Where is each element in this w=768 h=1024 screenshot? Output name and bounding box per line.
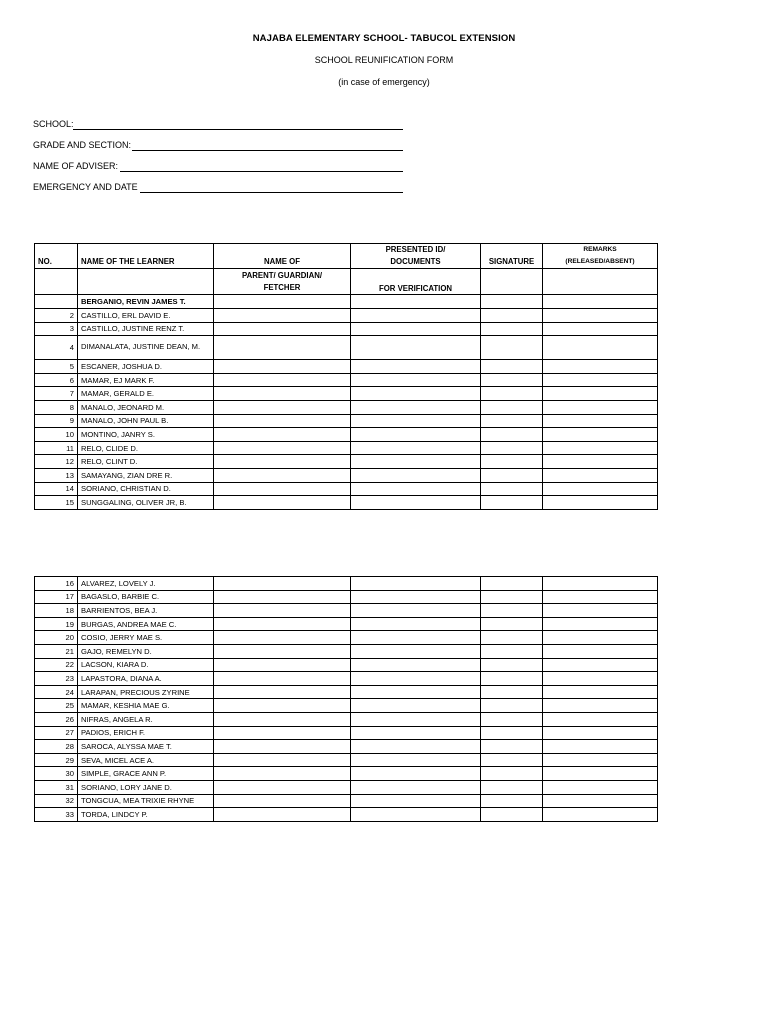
documents-header: DOCUMENTS	[351, 256, 481, 269]
parent-guardian-cell[interactable]	[214, 685, 351, 699]
learner-name: TONGCUA, MEA TRIXIE RHYNE	[78, 794, 214, 808]
table-row	[35, 808, 658, 822]
presented-id-cell[interactable]	[351, 590, 481, 604]
presented-id-header: PRESENTED ID/	[351, 244, 481, 256]
remarks-cell[interactable]	[543, 794, 658, 808]
presented-id-cell[interactable]	[351, 309, 481, 323]
presented-id-cell[interactable]	[351, 441, 481, 455]
presented-id-cell[interactable]	[351, 604, 481, 618]
row-number: 21	[35, 644, 78, 658]
learner-name: DIMANALATA, JUSTINE DEAN, M.	[78, 336, 214, 360]
presented-id-cell[interactable]	[351, 794, 481, 808]
signature-cell[interactable]	[481, 373, 543, 387]
signature-cell[interactable]	[481, 780, 543, 794]
signature-cell[interactable]	[481, 295, 543, 309]
table-row	[35, 428, 658, 442]
table-row	[35, 740, 658, 754]
table-row	[35, 672, 658, 686]
form-subtitle: SCHOOL REUNIFICATION FORM	[314, 55, 454, 65]
remarks-cell[interactable]	[543, 767, 658, 781]
signature-cell[interactable]	[481, 740, 543, 754]
table-row	[35, 712, 658, 726]
remarks-cell[interactable]	[543, 658, 658, 672]
signature-cell[interactable]	[481, 712, 543, 726]
parent-guardian-cell[interactable]	[214, 577, 351, 591]
learner-name: MONTINO, JANRY S.	[78, 428, 214, 442]
parent-guardian-cell[interactable]	[214, 360, 351, 374]
table-row	[35, 794, 658, 808]
presented-id-cell[interactable]	[351, 482, 481, 496]
parent-guardian-cell[interactable]	[214, 428, 351, 442]
presented-id-cell[interactable]	[351, 496, 481, 510]
row-number: 16	[35, 577, 78, 591]
table-row	[35, 631, 658, 645]
learner-name: SORIANO, CHRISTIAN D.	[78, 482, 214, 496]
remarks-cell[interactable]	[543, 295, 658, 309]
parent-guardian-cell[interactable]	[214, 740, 351, 754]
table-row	[35, 322, 658, 336]
presented-id-cell[interactable]	[351, 322, 481, 336]
presented-id-cell[interactable]	[351, 373, 481, 387]
remarks-cell[interactable]	[543, 726, 658, 740]
remarks-cell[interactable]	[543, 644, 658, 658]
remarks-header: REMARKS	[543, 244, 658, 256]
row-number: 19	[35, 617, 78, 631]
presented-id-cell[interactable]	[351, 740, 481, 754]
emergency-date-blank-line	[140, 192, 403, 193]
remarks-cell[interactable]	[543, 604, 658, 618]
parent-guardian-cell[interactable]	[214, 590, 351, 604]
table-row	[35, 295, 658, 309]
parent-guardian-cell[interactable]	[214, 604, 351, 618]
school-label: SCHOOL:	[33, 119, 74, 129]
row-number: 32	[35, 794, 78, 808]
learner-name: PADIOS, ERICH F.	[78, 726, 214, 740]
school-field[interactable]	[33, 119, 74, 129]
emergency-date-field[interactable]	[33, 182, 138, 192]
parent-guardian-cell[interactable]	[214, 468, 351, 482]
table-row	[35, 617, 658, 631]
table-row	[35, 482, 658, 496]
table-header-row-1	[35, 244, 658, 256]
signature-cell[interactable]	[481, 577, 543, 591]
signature-cell[interactable]	[481, 360, 543, 374]
remarks-cell[interactable]	[543, 753, 658, 767]
verification-header: FOR VERIFICATION	[351, 269, 481, 295]
table-header-row-3	[35, 269, 658, 295]
presented-id-cell[interactable]	[351, 631, 481, 645]
parent-guardian-cell[interactable]	[214, 295, 351, 309]
presented-id-cell[interactable]	[351, 360, 481, 374]
presented-id-cell[interactable]	[351, 672, 481, 686]
adviser-blank-line	[120, 171, 403, 172]
parent-guardian-cell[interactable]	[214, 644, 351, 658]
presented-id-cell[interactable]	[351, 577, 481, 591]
row-number: 8	[35, 400, 78, 414]
learner-name: ESCANER, JOSHUA D.	[78, 360, 214, 374]
fetcher-label: FETCHER	[263, 282, 301, 292]
table-row	[35, 414, 658, 428]
presented-id-cell[interactable]	[351, 685, 481, 699]
parent-guardian-cell[interactable]	[214, 712, 351, 726]
learner-header: NAME OF THE LEARNER	[78, 256, 214, 269]
learner-name: CASTILLO, ERL DAVID E.	[78, 309, 214, 323]
learner-name: RELO, CLINT D.	[78, 455, 214, 469]
learner-name: SAMAYANG, ZIAN DRE R.	[78, 468, 214, 482]
parent-guardian-cell[interactable]	[214, 496, 351, 510]
row-number: 20	[35, 631, 78, 645]
learner-name: MAMAR, KESHIA MAE G.	[78, 699, 214, 713]
signature-cell[interactable]	[481, 455, 543, 469]
remarks-cell[interactable]	[543, 672, 658, 686]
remarks-cell[interactable]	[543, 441, 658, 455]
row-number: 31	[35, 780, 78, 794]
parent-guardian-cell[interactable]	[214, 414, 351, 428]
parent-guardian-cell[interactable]	[214, 808, 351, 822]
parent-guardian-cell[interactable]	[214, 455, 351, 469]
signature-header: SIGNATURE	[481, 256, 543, 269]
table-row	[35, 309, 658, 323]
row-number: 23	[35, 672, 78, 686]
row-number: 5	[35, 360, 78, 374]
header-cell-blank	[543, 269, 658, 295]
learner-name: MANALO, JEONARD M.	[78, 400, 214, 414]
signature-cell[interactable]	[481, 428, 543, 442]
parent-guardian-cell[interactable]	[214, 441, 351, 455]
parent-guardian-cell[interactable]	[214, 322, 351, 336]
table-header-row-2	[35, 256, 658, 269]
table-row	[35, 468, 658, 482]
signature-cell[interactable]	[481, 496, 543, 510]
presented-id-cell[interactable]	[351, 336, 481, 360]
table-row	[35, 400, 658, 414]
table-row	[35, 441, 658, 455]
parent-guardian-cell[interactable]	[214, 672, 351, 686]
remarks-cell[interactable]	[543, 482, 658, 496]
remarks-cell[interactable]	[543, 617, 658, 631]
parent-guardian-cell[interactable]	[214, 617, 351, 631]
signature-cell[interactable]	[481, 387, 543, 401]
signature-cell[interactable]	[481, 590, 543, 604]
row-number: 13	[35, 468, 78, 482]
remarks-cell[interactable]	[543, 712, 658, 726]
presented-id-cell[interactable]	[351, 780, 481, 794]
learner-name: SIMPLE, GRACE ANN P.	[78, 767, 214, 781]
header-cell-blank	[35, 244, 78, 256]
learner-name: TORDA, LINDCY P.	[78, 808, 214, 822]
row-number: 14	[35, 482, 78, 496]
parent-guardian-cell[interactable]	[214, 373, 351, 387]
emergency-date-label: EMERGENCY AND DATE	[33, 182, 138, 192]
adviser-field[interactable]	[33, 161, 118, 171]
learner-name: ALVAREZ, LOVELY J.	[78, 577, 214, 591]
remarks-cell[interactable]	[543, 309, 658, 323]
remarks-cell[interactable]	[543, 468, 658, 482]
remarks-cell[interactable]	[543, 496, 658, 510]
form-title: NAJABA ELEMENTARY SCHOOL- TABUCOL EXTENSION	[252, 33, 516, 44]
row-number: 9	[35, 414, 78, 428]
table-row	[35, 753, 658, 767]
table-row	[35, 767, 658, 781]
presented-id-cell[interactable]	[351, 644, 481, 658]
parent-guardian-cell[interactable]	[214, 336, 351, 360]
signature-cell[interactable]	[481, 617, 543, 631]
row-number: 30	[35, 767, 78, 781]
learner-name: COSIO, JERRY MAE S.	[78, 631, 214, 645]
signature-cell[interactable]	[481, 482, 543, 496]
presented-id-cell[interactable]	[351, 400, 481, 414]
remarks-cell[interactable]	[543, 685, 658, 699]
name-of-header: NAME OF	[214, 256, 351, 269]
learner-name: BARRIENTOS, BEA J.	[78, 604, 214, 618]
signature-cell[interactable]	[481, 322, 543, 336]
row-number: 33	[35, 808, 78, 822]
remarks-cell[interactable]	[543, 699, 658, 713]
presented-id-cell[interactable]	[351, 767, 481, 781]
remarks-cell[interactable]	[543, 455, 658, 469]
presented-id-cell[interactable]	[351, 428, 481, 442]
presented-id-cell[interactable]	[351, 468, 481, 482]
learner-name: SEVA, MICEL ACE A.	[78, 753, 214, 767]
learner-name: BAGASLO, BARBIE C.	[78, 590, 214, 604]
learner-name: MAMAR, EJ MARK F.	[78, 373, 214, 387]
signature-cell[interactable]	[481, 685, 543, 699]
row-number: 6	[35, 373, 78, 387]
parent-guardian-cell[interactable]	[214, 780, 351, 794]
presented-id-cell[interactable]	[351, 753, 481, 767]
remarks-cell[interactable]	[543, 322, 658, 336]
signature-cell[interactable]	[481, 753, 543, 767]
table-row	[35, 658, 658, 672]
row-number: 17	[35, 590, 78, 604]
grade-section-field[interactable]	[33, 140, 131, 150]
presented-id-cell[interactable]	[351, 808, 481, 822]
learner-name: SAROCA, ALYSSA MAE T.	[78, 740, 214, 754]
parent-guardian-cell[interactable]	[214, 658, 351, 672]
parent-guardian-cell[interactable]	[214, 767, 351, 781]
remarks-cell[interactable]	[543, 360, 658, 374]
table-row	[35, 685, 658, 699]
grade-section-label: GRADE AND SECTION:	[33, 140, 132, 150]
presented-id-cell[interactable]	[351, 726, 481, 740]
header-cell-blank	[35, 269, 78, 295]
table-row	[35, 699, 658, 713]
learner-name: CASTILLO, JUSTINE RENZ T.	[78, 322, 214, 336]
table-row	[35, 360, 658, 374]
row-number: 3	[35, 322, 78, 336]
learner-name: MAMAR, GERALD E.	[78, 387, 214, 401]
learner-name: GAJO, REMELYN D.	[78, 644, 214, 658]
signature-cell[interactable]	[481, 726, 543, 740]
signature-cell[interactable]	[481, 309, 543, 323]
row-number: 4	[35, 336, 78, 360]
row-number: 15	[35, 496, 78, 510]
row-number: 28	[35, 740, 78, 754]
table-row	[35, 577, 658, 591]
remarks-sub-header: (RELEASED/ABSENT)	[543, 256, 658, 269]
signature-cell[interactable]	[481, 441, 543, 455]
presented-id-cell[interactable]	[351, 658, 481, 672]
row-number: 18	[35, 604, 78, 618]
header-cell-blank	[481, 244, 543, 256]
remarks-cell[interactable]	[543, 428, 658, 442]
table-row	[35, 604, 658, 618]
parent-guardian-cell[interactable]	[214, 794, 351, 808]
signature-cell[interactable]	[481, 400, 543, 414]
header-cell-blank	[78, 244, 214, 256]
parent-guardian-cell[interactable]	[214, 726, 351, 740]
parent-guardian-label: PARENT/ GUARDIAN/	[242, 270, 322, 280]
signature-cell[interactable]	[481, 336, 543, 360]
row-number: 25	[35, 699, 78, 713]
remarks-cell[interactable]	[543, 780, 658, 794]
signature-cell[interactable]	[481, 767, 543, 781]
table-row	[35, 726, 658, 740]
signature-cell[interactable]	[481, 414, 543, 428]
signature-cell[interactable]	[481, 794, 543, 808]
signature-cell[interactable]	[481, 658, 543, 672]
learner-name: LARAPAN, PRECIOUS ZYRINE	[78, 685, 214, 699]
presented-id-cell[interactable]	[351, 295, 481, 309]
table-row	[35, 590, 658, 604]
table-row	[35, 455, 658, 469]
presented-id-cell[interactable]	[351, 712, 481, 726]
parent-guardian-cell[interactable]	[214, 482, 351, 496]
learner-name: BURGAS, ANDREA MAE C.	[78, 617, 214, 631]
row-number: 29	[35, 753, 78, 767]
signature-cell[interactable]	[481, 631, 543, 645]
learner-name: RELO, CLIDE D.	[78, 441, 214, 455]
parent-guardian-cell[interactable]	[214, 387, 351, 401]
adviser-label: NAME OF ADVISER:	[33, 161, 119, 171]
presented-id-cell[interactable]	[351, 414, 481, 428]
parent-guardian-cell[interactable]	[214, 631, 351, 645]
remarks-cell[interactable]	[543, 414, 658, 428]
grade-section-blank-line	[132, 150, 403, 151]
signature-cell[interactable]	[481, 604, 543, 618]
remarks-cell[interactable]	[543, 400, 658, 414]
remarks-cell[interactable]	[543, 590, 658, 604]
presented-id-cell[interactable]	[351, 387, 481, 401]
row-number: 24	[35, 685, 78, 699]
header-cell-blank	[214, 244, 351, 256]
remarks-cell[interactable]	[543, 740, 658, 754]
row-number: 22	[35, 658, 78, 672]
remarks-cell[interactable]	[543, 577, 658, 591]
signature-cell[interactable]	[481, 644, 543, 658]
presented-id-cell[interactable]	[351, 617, 481, 631]
learner-name: BERGANIO, REVIN JAMES T.	[78, 295, 214, 309]
learner-name: SUNGGALING, OLIVER JR, B.	[78, 496, 214, 510]
table-row	[35, 387, 658, 401]
no-header: NO.	[35, 256, 78, 269]
presented-id-cell[interactable]	[351, 455, 481, 469]
parent-guardian-cell[interactable]	[214, 309, 351, 323]
learner-name: SORIANO, LORY JANE D.	[78, 780, 214, 794]
header-cell-blank	[78, 269, 214, 295]
table-row	[35, 644, 658, 658]
row-number	[35, 295, 78, 309]
learner-name: LACSON, KIARA D.	[78, 658, 214, 672]
learner-name: MANALO, JOHN PAUL B.	[78, 414, 214, 428]
form-note: (in case of emergency)	[338, 77, 430, 87]
reunification-table-1	[34, 243, 658, 510]
learner-name: LAPASTORA, DIANA A.	[78, 672, 214, 686]
signature-cell[interactable]	[481, 699, 543, 713]
school-blank-line	[73, 129, 403, 130]
reunification-table-2	[34, 576, 658, 822]
row-number: 26	[35, 712, 78, 726]
parent-guardian-cell[interactable]	[214, 753, 351, 767]
remarks-cell[interactable]	[543, 387, 658, 401]
row-number: 12	[35, 455, 78, 469]
parent-guardian-header	[214, 269, 351, 295]
signature-cell[interactable]	[481, 808, 543, 822]
row-number: 11	[35, 441, 78, 455]
table-row	[35, 780, 658, 794]
row-number: 2	[35, 309, 78, 323]
table-row	[35, 496, 658, 510]
table-row	[35, 336, 658, 360]
row-number: 10	[35, 428, 78, 442]
remarks-cell[interactable]	[543, 631, 658, 645]
row-number: 7	[35, 387, 78, 401]
row-number: 27	[35, 726, 78, 740]
remarks-cell[interactable]	[543, 373, 658, 387]
presented-id-cell[interactable]	[351, 699, 481, 713]
header-cell-blank	[481, 269, 543, 295]
remarks-cell[interactable]	[543, 808, 658, 822]
parent-guardian-cell[interactable]	[214, 400, 351, 414]
table-row	[35, 373, 658, 387]
signature-cell[interactable]	[481, 468, 543, 482]
signature-cell[interactable]	[481, 672, 543, 686]
parent-guardian-cell[interactable]	[214, 699, 351, 713]
learner-name: NIFRAS, ANGELA R.	[78, 712, 214, 726]
remarks-cell[interactable]	[543, 336, 658, 360]
